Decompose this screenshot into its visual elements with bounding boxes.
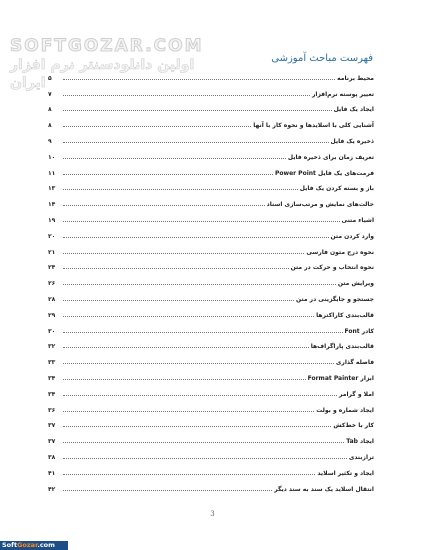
toc-leader-dots — [63, 411, 314, 412]
toc-entry[interactable] — [48, 461, 374, 477]
toc-entry-page: ۲۸ — [48, 295, 56, 303]
toc-entry[interactable] — [48, 287, 374, 303]
toc-leader-dots — [63, 426, 331, 427]
toc-entry-page: ۸ — [48, 122, 52, 130]
toc-entry[interactable] — [48, 208, 374, 224]
toc-entry[interactable] — [48, 82, 374, 98]
toc-entry-title: باز و بسته کردن یک فایل — [299, 185, 374, 193]
toc-entry-title: ایجاد شماره و بولت — [316, 406, 374, 414]
toc-leader-dots — [63, 458, 347, 459]
toc-leader-dots — [63, 126, 251, 127]
toc-leader-dots — [63, 395, 337, 396]
toc-entry-page: ۳۴ — [48, 390, 56, 398]
toc-entry[interactable] — [48, 192, 374, 208]
toc-entry-page: ۴۱ — [48, 469, 56, 477]
brand-logo-part1: Soft — [2, 541, 18, 549]
toc-entry-title: تغییر پوسته نرم‌افزار — [311, 90, 374, 98]
toc-entry[interactable] — [48, 161, 374, 177]
toc-entry-title: کار با خط‌کش — [333, 422, 374, 430]
toc-leader-dots — [63, 347, 309, 348]
toc-entry-title: ابزار Format Painter — [307, 374, 374, 382]
toc-entry[interactable] — [48, 366, 374, 382]
brand-logo-part2: Gozar — [17, 541, 38, 549]
toc-entry[interactable] — [48, 319, 374, 335]
toc-entry-title: تعریف زمان برای ذخیره فایل — [287, 153, 374, 161]
toc-leader-dots — [63, 379, 306, 380]
toc-leader-dots — [63, 205, 265, 206]
toc-leader-dots — [63, 79, 335, 80]
toc-entry-page: ۲۱ — [48, 248, 56, 256]
watermark-site: SOFTGOZAR.COM — [10, 36, 204, 56]
toc-leader-dots — [63, 268, 289, 269]
toc-entry-page: ۳۰ — [48, 327, 56, 335]
toc-entry-page: ۱۹ — [48, 216, 56, 224]
toc-entry-page: ۳۸ — [48, 453, 56, 461]
toc-entry-page: ۷ — [48, 90, 52, 98]
toc-entry-page: ۲۹ — [48, 311, 56, 319]
toc-entry[interactable] — [48, 382, 374, 398]
toc-entry-page: ۳۷ — [48, 422, 56, 430]
toc-entry-title: انتقال اسلاید یک سند به سند دیگر — [274, 485, 374, 493]
toc-entry[interactable] — [48, 414, 374, 430]
toc-entry[interactable] — [48, 224, 374, 240]
toc-entry-page: ۳۷ — [48, 438, 56, 446]
toc-entry-page: ۲۶ — [48, 280, 56, 288]
toc-entry-title: ایجاد Tab — [346, 438, 374, 446]
table-of-contents — [48, 66, 374, 493]
toc-entry-title: ایجاد و تکثیر اسلاید — [317, 469, 374, 477]
toc-heading: فهرست مباحث آموزشی — [271, 53, 373, 64]
toc-entry[interactable] — [48, 145, 374, 161]
toc-leader-dots — [63, 221, 340, 222]
toc-leader-dots — [63, 490, 272, 491]
toc-entry-page: ۲۴ — [48, 264, 56, 272]
toc-entry[interactable] — [48, 350, 374, 366]
toc-entry[interactable] — [48, 177, 374, 193]
toc-leader-dots — [63, 316, 314, 317]
toc-entry[interactable] — [48, 256, 374, 272]
brand-logo — [0, 541, 68, 550]
toc-entry[interactable] — [48, 303, 374, 319]
toc-entry-title: ذخیره یک فایل — [330, 137, 374, 145]
toc-entry-page: ۳۳ — [48, 359, 56, 367]
toc-entry-page: ۹ — [48, 137, 52, 145]
toc-entry[interactable] — [48, 445, 374, 461]
toc-entry-title: کادر Font — [344, 327, 374, 335]
watermark-slogan: اولین دانلودسنتر نرم افزار ایران — [10, 57, 195, 91]
toc-entry-title: وارد کردن متن — [330, 232, 374, 240]
toc-entry[interactable] — [48, 113, 374, 129]
toc-entry-title: آشنایی کلی با اسلایدها و نحوه کار با آنها — [253, 122, 374, 130]
toc-leader-dots — [63, 189, 298, 190]
toc-leader-dots — [63, 174, 273, 175]
toc-entry-page: ۲۰ — [48, 232, 56, 240]
toc-entry-page: ۳۴ — [48, 374, 56, 382]
toc-entry[interactable] — [48, 335, 374, 351]
toc-entry-title: املا و گرامر — [339, 390, 374, 398]
toc-entry-title: جستجو و جایگزینی در متن — [296, 295, 374, 303]
toc-leader-dots — [63, 237, 329, 238]
toc-entry-title: فاصله گذاری — [335, 359, 374, 367]
toc-leader-dots — [63, 142, 329, 143]
toc-entry-title: ایجاد یک فایل — [333, 106, 374, 114]
toc-entry-title: نحوه انتخاب و حرکت در متن — [290, 264, 374, 272]
page-number: 3 — [210, 510, 215, 518]
toc-entry-title: محیط برنامه — [337, 74, 374, 82]
toc-leader-dots — [63, 253, 304, 254]
toc-entry-page: ۱۴ — [48, 201, 56, 209]
toc-entry[interactable] — [48, 98, 374, 114]
toc-leader-dots — [63, 300, 294, 301]
toc-entry-title: تراز‌بندی — [348, 453, 374, 461]
toc-entry[interactable] — [48, 66, 374, 82]
toc-leader-dots — [63, 158, 286, 159]
toc-leader-dots — [63, 284, 336, 285]
toc-entry-page: ۳۲ — [48, 343, 56, 351]
toc-entry-title: قالب‌بندی کاراکترها — [316, 311, 374, 319]
toc-entry-page: ۱۱ — [48, 169, 56, 177]
toc-entry-page: ۳۶ — [48, 406, 56, 414]
toc-entry[interactable] — [48, 429, 374, 445]
toc-leader-dots — [63, 95, 310, 96]
toc-entry[interactable] — [48, 240, 374, 256]
toc-entry-page: ۴۲ — [48, 485, 56, 493]
toc-entry-title: فرمت‌های یک فایل Power Point — [275, 169, 374, 177]
toc-entry-title: قالب‌بندی پاراگراف‌ها — [310, 343, 374, 351]
toc-entry-page: ۸ — [48, 106, 52, 114]
toc-leader-dots — [63, 442, 344, 443]
toc-entry-page: ۱۰ — [48, 153, 56, 161]
toc-leader-dots — [63, 363, 334, 364]
toc-entry-page: ۵ — [48, 74, 52, 82]
toc-leader-dots — [63, 332, 343, 333]
brand-logo-part3: .com — [37, 541, 55, 549]
toc-entry[interactable] — [48, 398, 374, 414]
toc-leader-dots — [63, 474, 315, 475]
toc-entry[interactable] — [48, 477, 374, 493]
toc-entry-title: نحوه درج متون فارسی — [306, 248, 374, 256]
toc-entry[interactable] — [48, 129, 374, 145]
toc-entry[interactable] — [48, 271, 374, 287]
toc-leader-dots — [63, 110, 332, 111]
toc-entry-page: ۱۳ — [48, 185, 56, 193]
toc-entry-title: حالت‌های نمایش و مرتب‌سازی اسناد — [266, 201, 374, 209]
toc-entry-title: اشیاء متنی — [341, 216, 374, 224]
toc-entry-title: ویرایش متن — [337, 280, 374, 288]
